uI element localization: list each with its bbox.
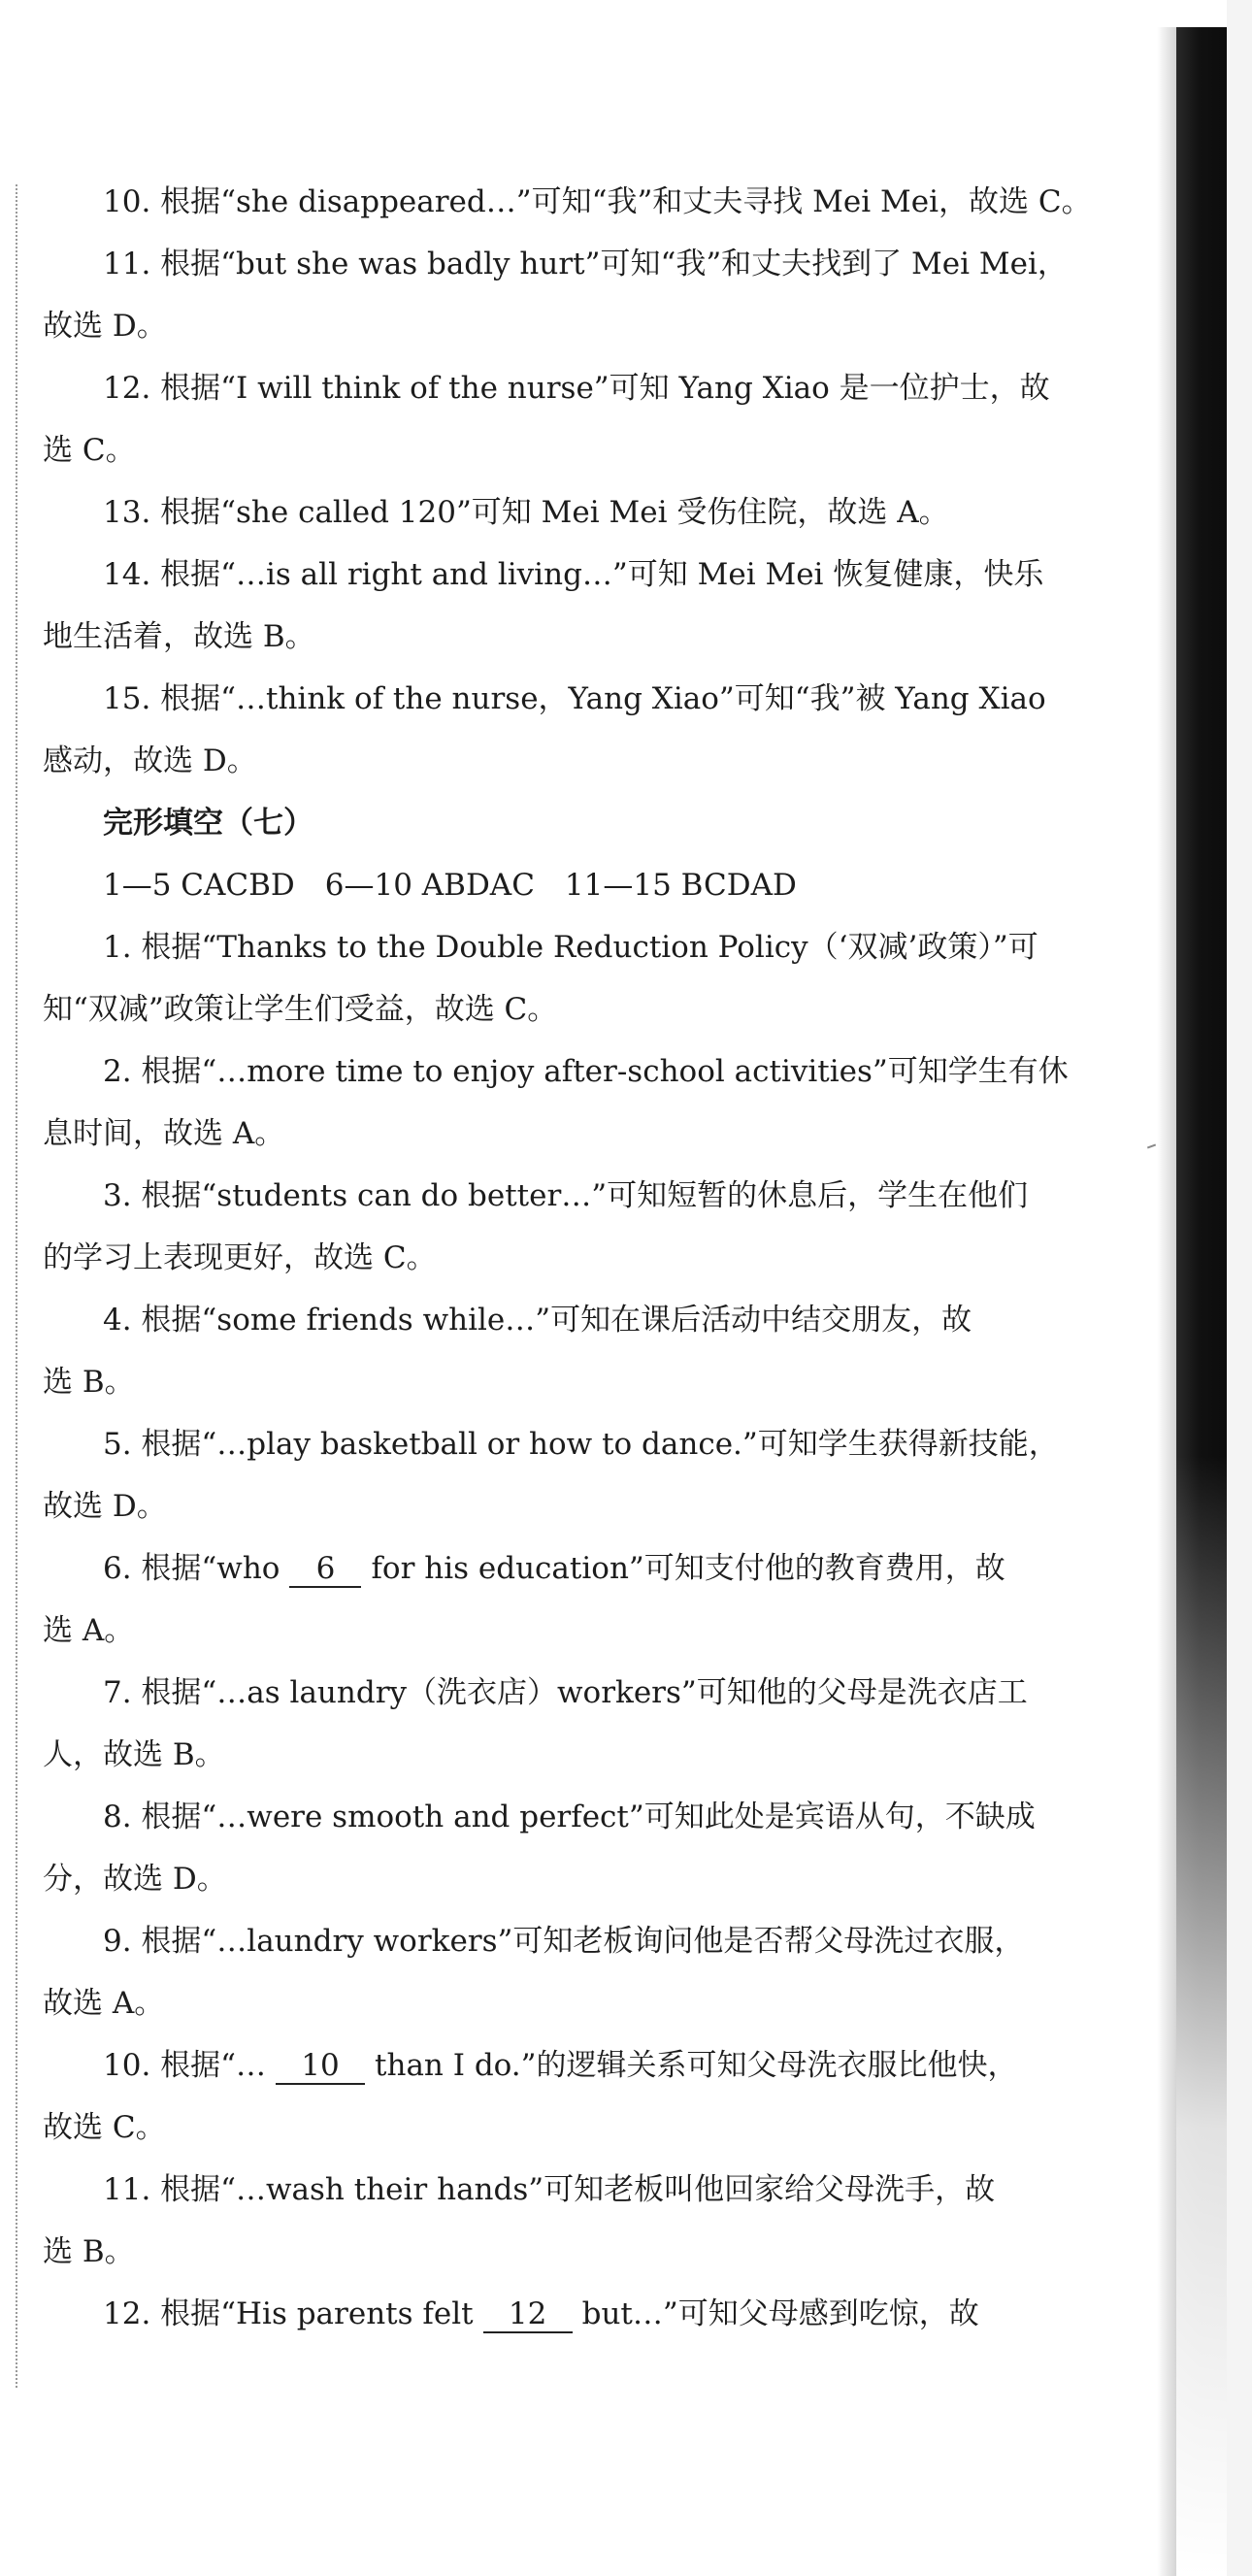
answer-line: 选 A。 — [43, 1613, 135, 1648]
blank-number: 10 — [276, 2048, 365, 2085]
answer-line: 11. 根据“but she was badly hurt”可知“我”和丈夫找到了 Mei Mei， — [103, 247, 1068, 281]
answer-line: 15. 根据“…think of the nurse，Yang Xiao”可知“我”被 Yang Xiao — [103, 681, 1046, 716]
answer-key-summary: 1—5 CACBD 6—10 ABDAC 11—15 BCDAD — [103, 868, 797, 903]
page-edge-shadow — [1157, 27, 1178, 2576]
binding-dotted-line — [16, 184, 17, 2388]
answer-line: 故选 D。 — [43, 309, 167, 344]
answer-line: 地生活着，故选 B。 — [43, 619, 315, 654]
answer-text: 10. 根据“… — [103, 2048, 267, 2083]
answer-text: 12. 根据“His parents felt — [103, 2296, 474, 2331]
answer-line: 10. 根据“she disappeared…”可知“我”和丈夫寻找 Mei Mei，故选 C。 — [103, 184, 1092, 219]
answer-line: 8. 根据“…were smooth and perfect”可知此处是宾语从句，不缺成 — [103, 1800, 1036, 1834]
answer-line: 3. 根据“students can do better…”可知短暂的休息后，学生在他们 — [103, 1178, 1029, 1213]
answer-line: 知“双减”政策让学生们受益，故选 C。 — [43, 992, 558, 1027]
answer-line: 选 B。 — [43, 2234, 135, 2269]
scanner-edge-fade — [1176, 1456, 1227, 2576]
answer-line: 11. 根据“…wash their hands”可知老板叫他回家给父母洗手，故 — [103, 2172, 996, 2207]
blank-number: 12 — [483, 2296, 573, 2333]
answer-line: 息时间，故选 A。 — [43, 1116, 285, 1151]
answer-line — [103, 2046, 1018, 2085]
answer-line: 1. 根据“Thanks to the Double Reduction Policy（‘双减’政策）”可 — [103, 930, 1038, 965]
answer-line: 的学习上表现更好，故选 C。 — [43, 1240, 437, 1275]
answer-line — [103, 1549, 1005, 1588]
answer-line: 选 C。 — [43, 433, 136, 468]
answer-text: but…”可知父母感到吃惊，故 — [581, 2296, 979, 2331]
answer-line: 13. 根据“she called 120”可知 Mei Mei 受伤住院，故选 A。 — [103, 495, 949, 530]
answer-line: 2. 根据“…more time to enjoy after-school activities”可知学生有休 — [103, 1054, 1069, 1089]
answer-line: 7. 根据“…as laundry（洗衣店）workers”可知他的父母是洗衣店工 — [103, 1675, 1028, 1710]
answer-line — [103, 2295, 979, 2333]
answer-text: for his education”可知支付他的教育费用，故 — [371, 1551, 1005, 1586]
scanner-right-margin — [1227, 0, 1252, 2576]
answer-line: 故选 D。 — [43, 1489, 167, 1524]
section-heading: 完形填空（七） — [103, 806, 313, 841]
answer-line: 人，故选 B。 — [43, 1737, 225, 1772]
blank-number: 6 — [289, 1551, 361, 1588]
answer-line: 9. 根据“…laundry workers”可知老板询问他是否帮父母洗过衣服， — [103, 1924, 1025, 1959]
answer-text: than I do.”的逻辑关系可知父母洗衣服比他快， — [375, 2048, 1018, 2083]
answer-line: 5. 根据“…play basketball or how to dance.”可知学生获得新技能， — [103, 1427, 1059, 1462]
answer-line: 4. 根据“some friends while…”可知在课后活动中结交朋友，故 — [103, 1303, 972, 1338]
answer-line: 14. 根据“…is all right and living…”可知 Mei Mei 恢复健康，快乐 — [103, 557, 1044, 592]
answer-line: 12. 根据“I will think of the nurse”可知 Yang Xiao 是一位护士，故 — [103, 371, 1050, 406]
scan-speck — [1147, 1144, 1156, 1149]
answer-line: 故选 C。 — [43, 2110, 166, 2145]
answer-text: 6. 根据“who — [103, 1551, 280, 1586]
answer-line: 故选 A。 — [43, 1986, 165, 2021]
answer-line: 分，故选 D。 — [43, 1862, 227, 1897]
answer-line: 感动，故选 D。 — [43, 743, 257, 778]
answer-line: 选 B。 — [43, 1365, 135, 1400]
